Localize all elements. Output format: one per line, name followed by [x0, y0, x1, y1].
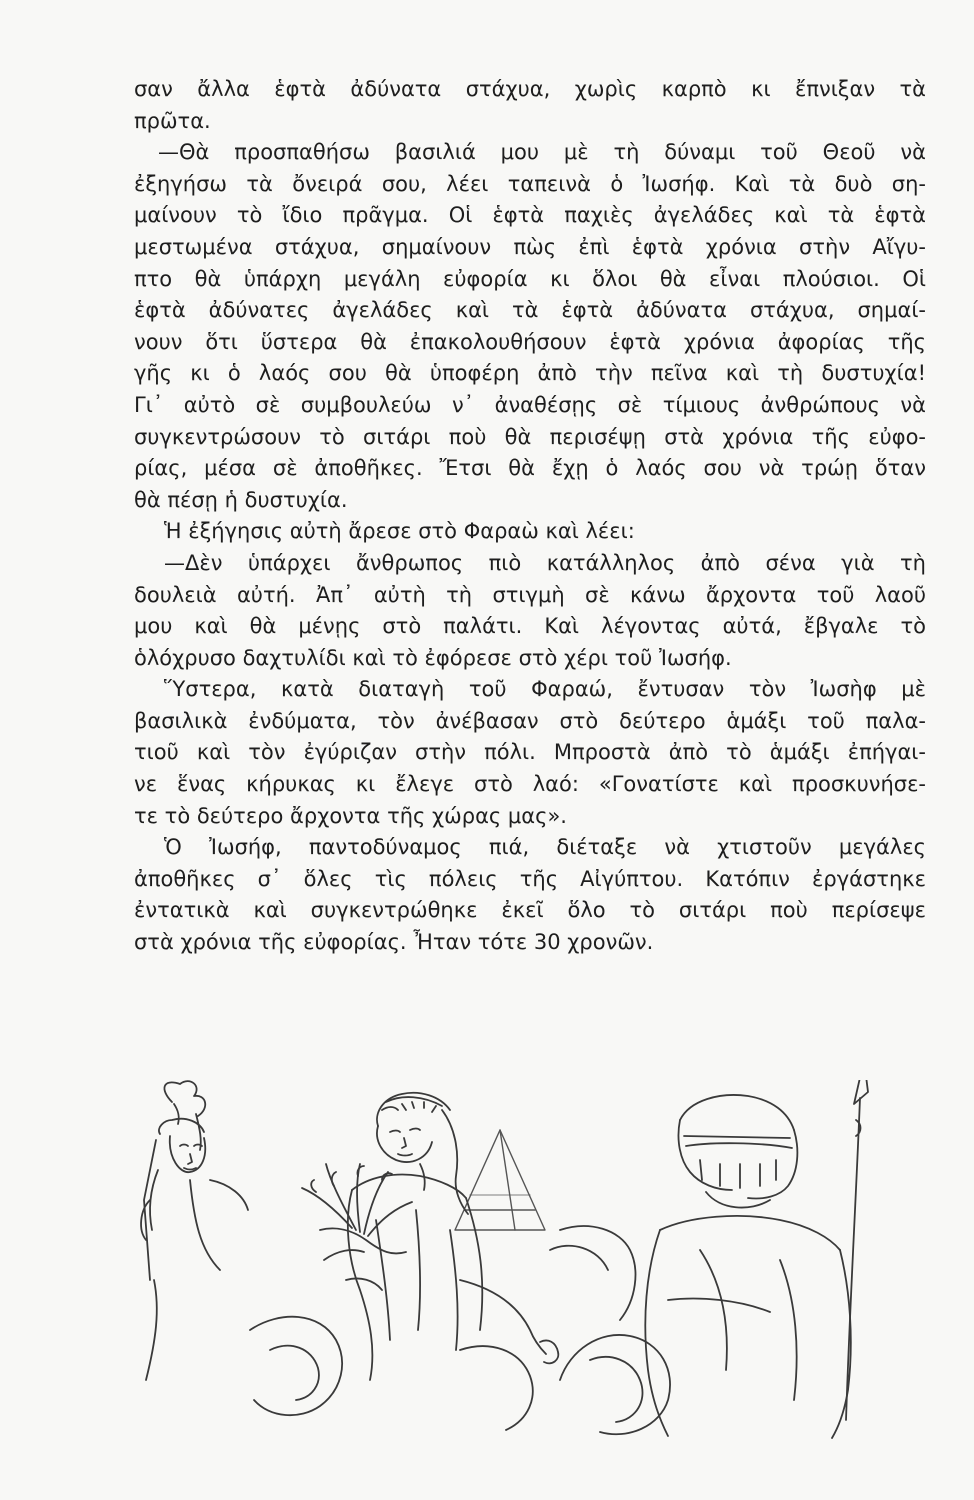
body-text — [134, 74, 926, 959]
text-line: μου καὶ θὰ μένῃς στὸ παλάτι. Καὶ λέγοντας αὐτά, ἔβγαλε τὸ — [134, 614, 926, 639]
text-line: Ὁ Ἰωσήφ, παντοδύναμος πιά, διέταξε νὰ χτιστοῦν μεγάλες — [164, 835, 926, 860]
text-line: νε ἕνας κήρυκας κι ἔλεγε στὸ λαό: «Γονατίστε καὶ προσκυνήσε- — [134, 772, 926, 797]
text-line: θὰ πέσῃ ἡ δυστυχία. — [134, 487, 348, 512]
text-line: —Δὲν ὑπάρχει ἄνθρωπος πιὸ κατάλληλος ἀπὸ σένα γιὰ τὴ — [164, 550, 926, 575]
text-line: τε τὸ δεύτερο ἄρχοντα τῆς χώρας μας». — [134, 803, 567, 828]
text-line: στὰ χρόνια τῆς εὐφορίας. Ἦταν τότε 30 χρονῶν. — [134, 930, 654, 955]
text-line: πτο θὰ ὑπάρχη μεγάλη εὐφορία κι ὅλοι θὰ εἶναι πλούσιοι. Οἱ — [134, 266, 926, 291]
text-line: ἐντατικὰ καὶ συγκεντρώθηκε ἐκεῖ ὅλο τὸ σιτάρι ποὺ περίσεψε — [134, 898, 926, 923]
woman-with-wheat-sketch — [302, 1093, 558, 1380]
text-line: ἐξηγήσω τὰ ὄνειρά σου, λέει ταπεινὰ ὁ Ἰωσήφ. Καὶ τὰ δυὸ ση- — [134, 171, 926, 196]
text-line: νουν ὅτι ὕστερα θὰ ἐπακολουθήσουν ἑφτὰ χρόνια ἀφορίας τῆς — [134, 329, 926, 354]
text-line: ὁλόχρυσο δαχτυλίδι καὶ τὸ ἐφόρεσε στὸ χέρι τοῦ Ἰωσήφ. — [134, 645, 732, 670]
chariot-sketch — [250, 1226, 670, 1434]
text-line: συγκεντρώσουν τὸ σιτάρι ποὺ θὰ περισέψῃ στὰ χρόνια τῆς εὐφο- — [134, 424, 926, 449]
text-line: βασιλικὰ ἐνδύματα, τὸν ἀνέβασαν στὸ δεύτερο ἁμάξι τοῦ παλα- — [134, 708, 926, 733]
text-line: Ἡ ἐξήγησις αὐτὴ ἄρεσε στὸ Φαραὼ καὶ λέει: — [164, 519, 635, 544]
text-line: μαίνουν τὸ ἴδιο πρᾶγμα. Οἱ ἑφτὰ παχιὲς ἀγελάδες καὶ τὰ ἑφτὰ — [134, 203, 926, 228]
text-line: πρῶτα. — [134, 108, 211, 133]
text-line: τιοῦ καὶ τὸν ἐγύριζαν στὴν πόλι. Μπροστὰ ἀπὸ τὸ ἁμάξι ἐπήγαι- — [134, 740, 926, 765]
text-line: —Θὰ προσπαθήσω βασιλιά μου μὲ τὴ δύναμι τοῦ Θεοῦ νὰ — [158, 140, 926, 165]
illustration-sketch — [120, 1080, 920, 1440]
text-line: ἑφτὰ ἀδύνατες ἀγελάδες καὶ τὰ ἑφτὰ ἀδύνατα στάχυα, σημαί- — [134, 298, 926, 323]
text-line: δουλειὰ αὐτή. Ἀπ᾿ αὐτὴ τὴ στιγμὴ σὲ κάνω ἄρχοντα τοῦ λαοῦ — [134, 582, 926, 607]
text-line: ρίας, μέσα σὲ ἀποθῆκες. Ἔτσι θὰ ἔχῃ ὁ λαός σου νὰ τρώῃ ὅταν — [134, 456, 926, 481]
text-line: γῆς κι ὁ λαός σου θὰ ὑποφέρη ἀπὸ τὴν πεῖνα καὶ τὴ δυστυχία! — [134, 361, 926, 386]
pyramid-sketch — [455, 1130, 545, 1230]
text-line: σαν ἄλλα ἑφτὰ ἀδύνατα στάχυα, χωρὶς καρπὸ κι ἔπνιξαν τὰ — [134, 77, 926, 101]
text-line: Ὕστερα, κατὰ διαταγὴ τοῦ Φαραώ, ἔντυσαν τὸν Ἰωσὴφ μὲ — [164, 677, 926, 702]
servant-figure-sketch — [141, 1081, 248, 1380]
guard-figure-sketch — [645, 1080, 868, 1438]
text-line: μεστωμένα στάχυα, σημαίνουν πὼς ἐπὶ ἑφτὰ χρόνια στὴν Αἴγυ- — [134, 234, 926, 259]
text-line: ἀποθῆκες σ᾿ ὅλες τὶς πόλεις τῆς Αἰγύπτου. Κατόπιν ἐργάστηκε — [134, 866, 926, 891]
text-line: Γι᾿ αὐτὸ σὲ συμβουλεύω ν᾿ ἀναθέσῃς σὲ τίμιους ἀνθρώπους νὰ — [134, 392, 926, 417]
